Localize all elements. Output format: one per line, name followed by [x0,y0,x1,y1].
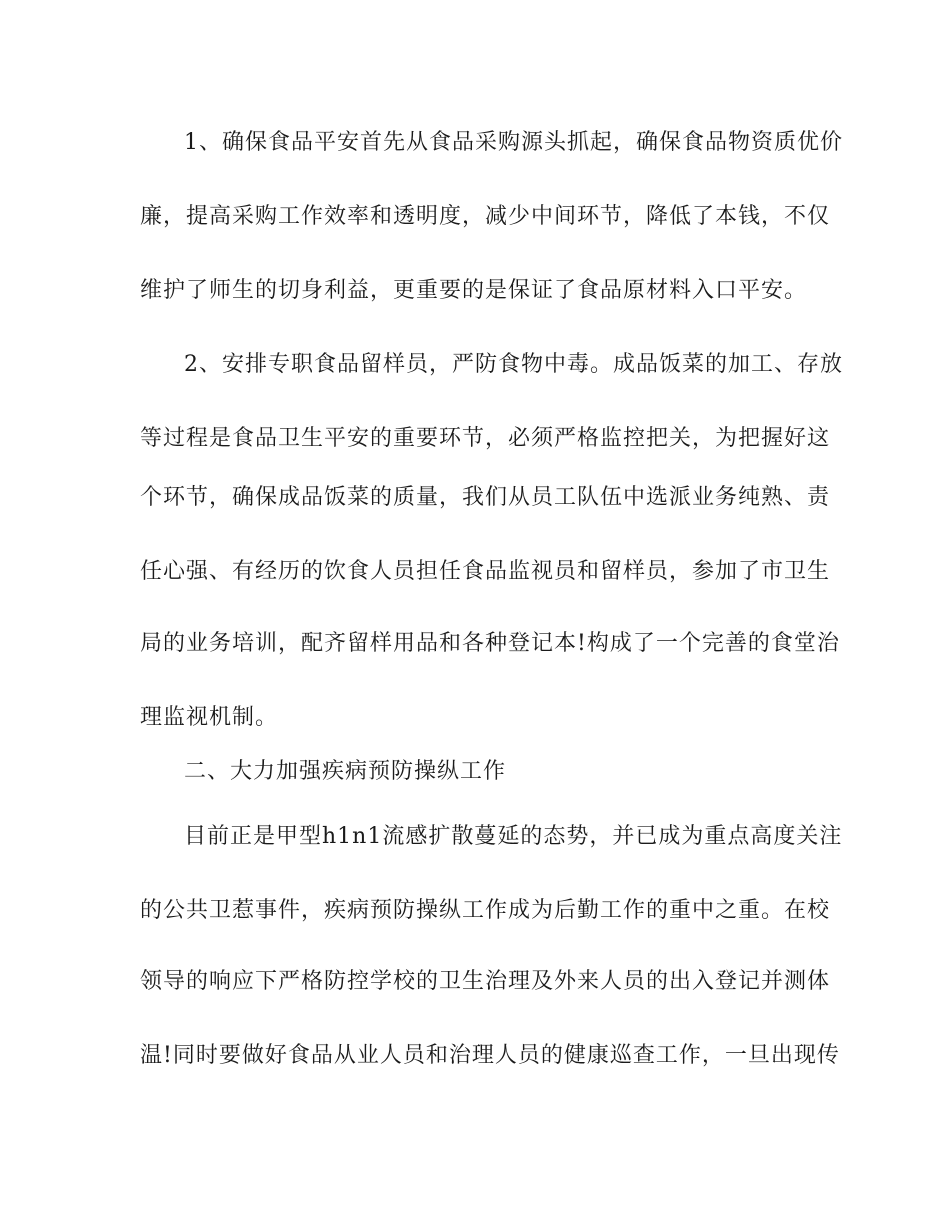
text-line: 局的业务培训，配齐留样用品和各种登记本!构成了一个完善的食堂治 [140,631,840,656]
text-line: 个环节，确保成品饭菜的质量，我们从员工队伍中选派业务纯熟、责 [140,485,831,510]
text-line: 2、安排专职食品留样员，严防食物中毒。成品饭菜的加工、存放 [184,352,843,377]
text-line: 领导的响应下严格防控学校的卫生治理及外来人员的出入登记并测体 [140,969,831,994]
text-line: 廉，提高采购工作效率和透明度，减少中间环节，降低了本钱，不仅 [140,204,831,229]
text-line: 维护了师生的切身利益，更重要的是保证了食品原材料入口平安。 [140,278,808,303]
text-line: 任心强、有经历的饮食人员担任食品监视员和留样员，参加了市卫生 [140,559,831,584]
text-line: 温!同时要做好食品从业人员和治理人员的健康巡查工作，一旦出现传 [140,1043,840,1068]
text-line: 1、确保食品平安首先从食品采购源头抓起，确保食品物资质优价 [184,130,843,155]
section-heading: 二、大力加强疾病预防操纵工作 [184,759,507,784]
text-line: 等过程是食品卫生平安的重要环节，必须严格监控把关，为把握好这 [140,426,831,451]
text-line: 的公共卫惹事件，疾病预防操纵工作成为后勤工作的重中之重。在校 [140,898,831,923]
text-line: 目前正是甲型h1n1流感扩散蔓延的态势，并已成为重点高度关注 [184,824,843,849]
text-line: 理监视机制。 [140,705,279,730]
